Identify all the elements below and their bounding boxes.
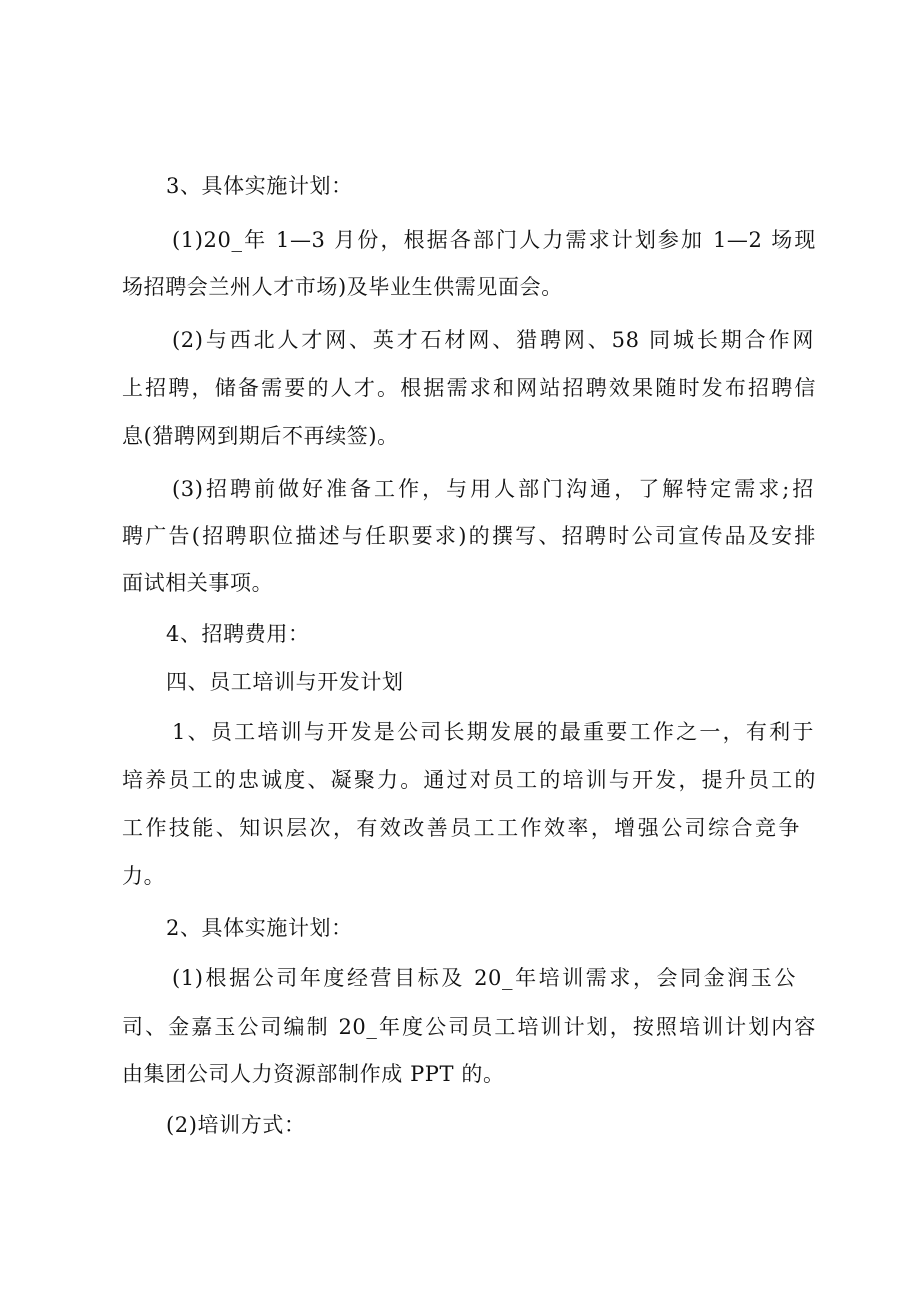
paragraph-line: 由集团公司人力资源部制作成 PPT 的。 bbox=[122, 1062, 505, 1086]
paragraph-line: 培养员工的忠诚度、凝聚力。通过对员工的培训与开发，提升员工的 bbox=[122, 768, 816, 792]
paragraph-line: (1)根据公司年度经营目标及 20_年培训需求，会同金润玉公 bbox=[172, 966, 796, 990]
paragraph-line: (2)培训方式： bbox=[166, 1113, 306, 1137]
section-heading-training-plan: 四、员工培训与开发计划 bbox=[166, 670, 404, 694]
paragraph-line: 面试相关事项。 bbox=[122, 571, 274, 595]
paragraph-line: 司、金嘉玉公司编制 20_年度公司员工培训计划，按照培训计划内容 bbox=[122, 1015, 816, 1039]
paragraph-line: 工作技能、知识层次，有效改善员工工作效率，增强公司综合竞争 bbox=[122, 816, 800, 840]
section-heading-implementation-plan-2: 2、具体实施计划： bbox=[166, 916, 353, 940]
section-heading-implementation-plan: 3、具体实施计划： bbox=[166, 174, 353, 198]
paragraph-line: 1、员工培训与开发是公司长期发展的最重要工作之一，有利于 bbox=[172, 720, 814, 744]
paragraph-line: 息(猎聘网到期后不再续签)。 bbox=[122, 424, 399, 448]
paragraph-line: (2)与西北人才网、英才石材网、猎聘网、58 同城长期合作网 bbox=[172, 328, 814, 352]
section-heading-recruitment-cost: 4、招聘费用： bbox=[166, 622, 310, 646]
paragraph-line: 上招聘，储备需要的人才。根据需求和网站招聘效果随时发布招聘信 bbox=[122, 376, 816, 400]
paragraph-line: 力。 bbox=[122, 864, 166, 888]
paragraph-line: (3)招聘前做好准备工作，与用人部门沟通，了解特定需求;招 bbox=[172, 477, 814, 501]
paragraph-line: 场招聘会兰州人才市场)及毕业生供需见面会。 bbox=[122, 275, 563, 299]
paragraph-line: (1)20_年 1—3 月份，根据各部门人力需求计划参加 1—2 场现 bbox=[172, 228, 816, 252]
paragraph-line: 聘广告(招聘职位描述与任职要求)的撰写、招聘时公司宣传品及安排 bbox=[122, 524, 816, 548]
